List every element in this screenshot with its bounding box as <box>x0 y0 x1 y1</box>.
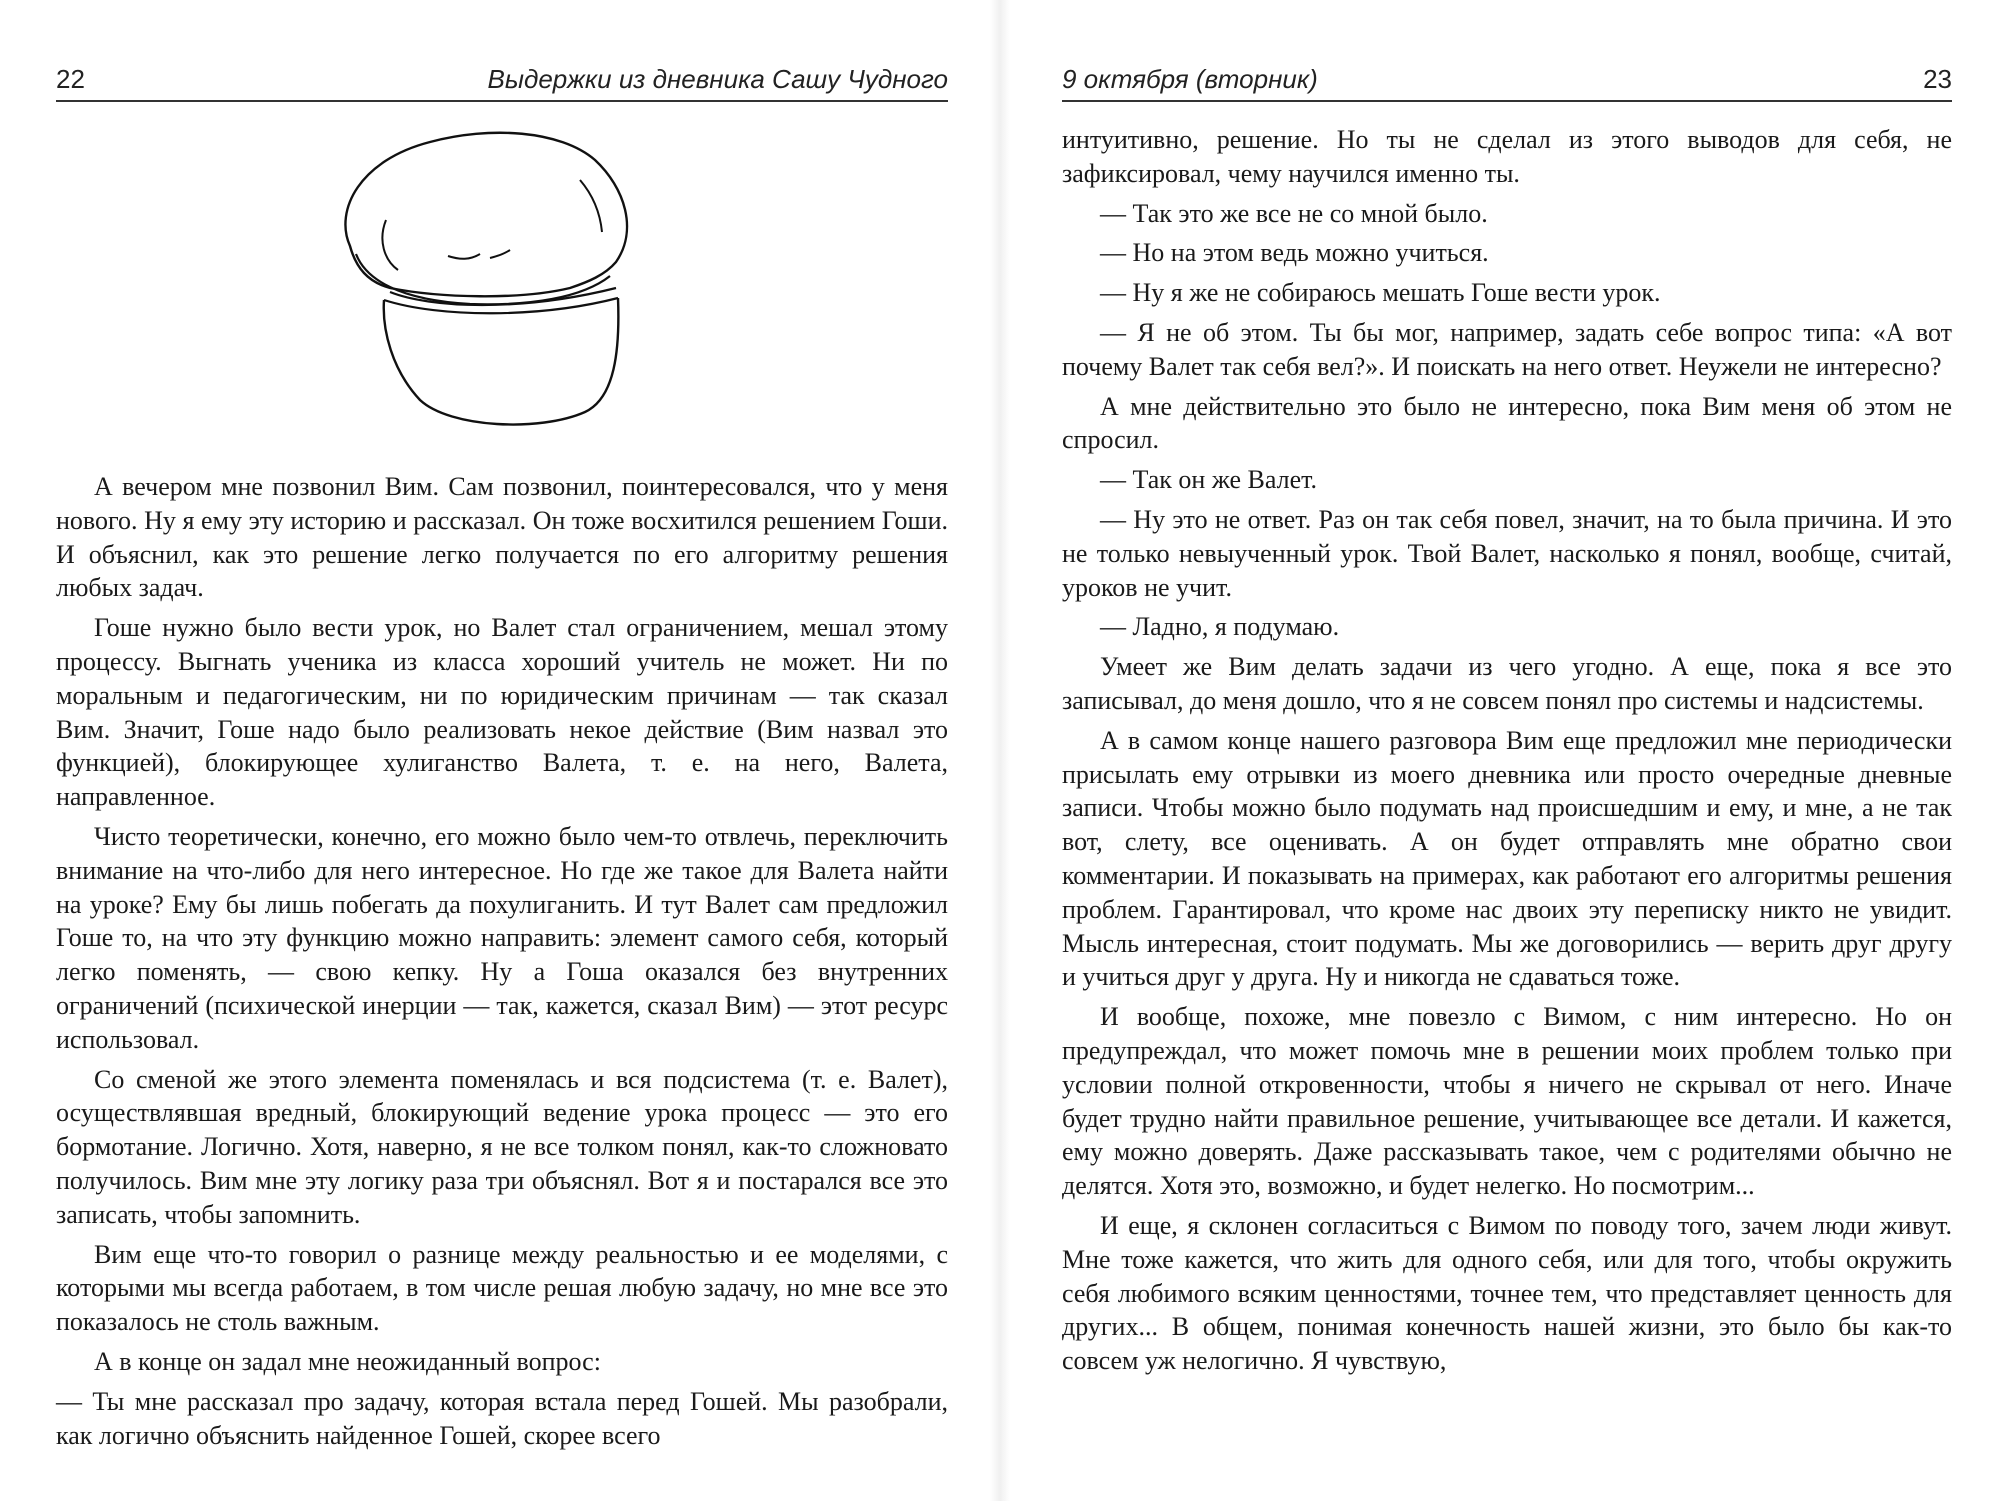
paragraph: интуитивно, решение. Но ты не сделал из этого выводов для себя, не зафиксировал, чему научился именно ты. <box>1062 125 1952 188</box>
paragraph: Умеет же Вим делать задачи из чего угодно. А еще, пока я все это записывал, до меня дошло, что я не совсем понял про системы и надсистемы. <box>1062 652 1952 715</box>
dialog-line: — Так он же Валет. <box>1100 465 1318 495</box>
left-running-title: Выдержки из дневника Сашу Чудного <box>487 64 948 94</box>
right-running-head <box>1062 62 1952 102</box>
left-header-rule <box>56 100 948 102</box>
right-page <box>1050 0 2000 1501</box>
paragraph: Вим еще что-то говорил о разнице между реальностью и ее моделями, с которыми мы всегда работаем, в том числе решая любую задачу, но мне все это показалось не столь важным. <box>56 1239 948 1337</box>
left-page-number: 22 <box>56 64 85 94</box>
paragraph: А вечером мне позвонил Вим. Сам позвонил, поинтересовался, что у меня нового. Ну я ему эту историю и рассказал. Он тоже восхитился решением Гоши. И объяснил, как это решение легко получается по его алгоритму решения любых задач. <box>56 472 948 603</box>
dialog-line: — Ладно, я подумаю. <box>1100 612 1340 642</box>
dialog-line: — Ты мне рассказал про задачу, которая встала перед Гошей. Мы разобрали, как логично объяснить найденное Гошей, скорее всего <box>56 1386 948 1450</box>
left-body-text <box>56 470 948 1458</box>
right-body-text <box>1062 123 1952 1384</box>
paragraph: Чисто теоретически, конечно, его можно было чем-то отвлечь, переключить внимание на что-либо для него интересное. Но где же такое для Валета найти на уроке? Ему бы лишь побегать да похулиганить. И тут Валет сам предложил Гоше то, на что эту функцию можно направить: элемент самого себя, который легко поменять, — свою кепку. Ну а Гоша оказался без внутренних ограничений (психической инерции — так, кажется, сказал Вим) — этот ресурс использовал. <box>56 821 948 1054</box>
paragraph: А мне действительно это было не интересно, пока Вим меня об этом не спросил. <box>1062 391 1952 455</box>
dialog-line: — Я не об этом. Ты бы мог, например, задать себе вопрос типа: «А вот почему Валет так себя вел?». И поискать на него ответ. Неужели не интересно? <box>1062 317 1952 381</box>
right-running-title: 9 октября (вторник) <box>1062 64 1318 94</box>
paragraph: А в конце он задал мне неожиданный вопрос: <box>94 1346 601 1376</box>
dialog-line: — Так это же все не со мной было. <box>1100 198 1488 228</box>
right-page-number: 23 <box>1923 64 1952 94</box>
left-page <box>0 0 950 1501</box>
left-running-head <box>56 62 948 102</box>
paragraph: И вообще, похоже, мне повезло с Вимом, с ним интересно. Но он предупреждал, что может помочь мне в решении моих проблем только при условии полной откровенности, чтобы я ничего не скрывал от него. Иначе будет трудно найти правильное решение, учитывающее все детали. И кажется, ему можно доверять. Даже рассказывать такое, чем с родителями обычно не делятся. Хотя это, возможно, и будет нелегко. Но посмотрим... <box>1062 1002 1952 1201</box>
dialog-line: — Ну я же не собираюсь мешать Гоше вести урок. <box>1100 278 1661 308</box>
dialog-line: — Но на этом ведь можно учиться. <box>1100 238 1489 268</box>
cap-drawing-icon <box>320 120 680 440</box>
paragraph: Со сменой же этого элемента поменялась и вся подсистема (т. е. Валет), осуществлявшая вредный, блокирующий ведение урока процесс — это его бормотание. Логично. Хотя, наверно, я не все толком понял, как-то сложновато получилось. Вим мне эту логику раза три объяснял. Вот я и постарался все это записать, чтобы запомнить. <box>56 1064 948 1229</box>
book-gutter <box>990 0 1010 1501</box>
paragraph: И еще, я склонен согласиться с Вимом по поводу того, зачем люди живут. Мне тоже кажется, что жить для одного себя, или для того, чтобы окружить себя любимого всяким ценностями, точнее тем, что представляет ценность для других... В общем, понимая конечность нашей жизни, это было бы как-то совсем уж нелогично. Я чувствую, <box>1062 1210 1952 1376</box>
paragraph: Гоше нужно было вести урок, но Валет стал ограничением, мешал этому процессу. Выгнать ученика из класса хороший учитель не может. Ни по моральным и педагогическим, ни по юридическим причинам — так сказал Вим. Значит, Гоше надо было реализовать некое действие (Вим назвал это функцией), блокирующее хулиганство Валета, т. е. на него, Валета, направленное. <box>56 613 948 812</box>
paragraph: А в самом конце нашего разговора Вим еще предложил мне периодически присылать ему отрывки из моего дневника или просто очередные дневные записи. Чтобы можно было подумать над происшедшим и ему, и мне, а не так вот, слету, все оценивать. А он будет отправлять мне обратно свои комментарии. И показывать на примерах, как работают его алгоритмы решения проблем. Гарантировал, что кроме нас двоих эту переписку никто не увидит. Мысль интересная, стоит подумать. Мы же договорились — верить друг другу и учиться друг у друга. Ну и никогда не сдаваться тоже. <box>1062 725 1952 992</box>
right-header-rule <box>1062 100 1952 102</box>
dialog-line: — Ну это не ответ. Раз он так себя повел, значит, на то была причина. И это не только невыученный урок. Твой Валет, насколько я понял, вообще, считай, уроков не учит. <box>1062 504 1952 602</box>
